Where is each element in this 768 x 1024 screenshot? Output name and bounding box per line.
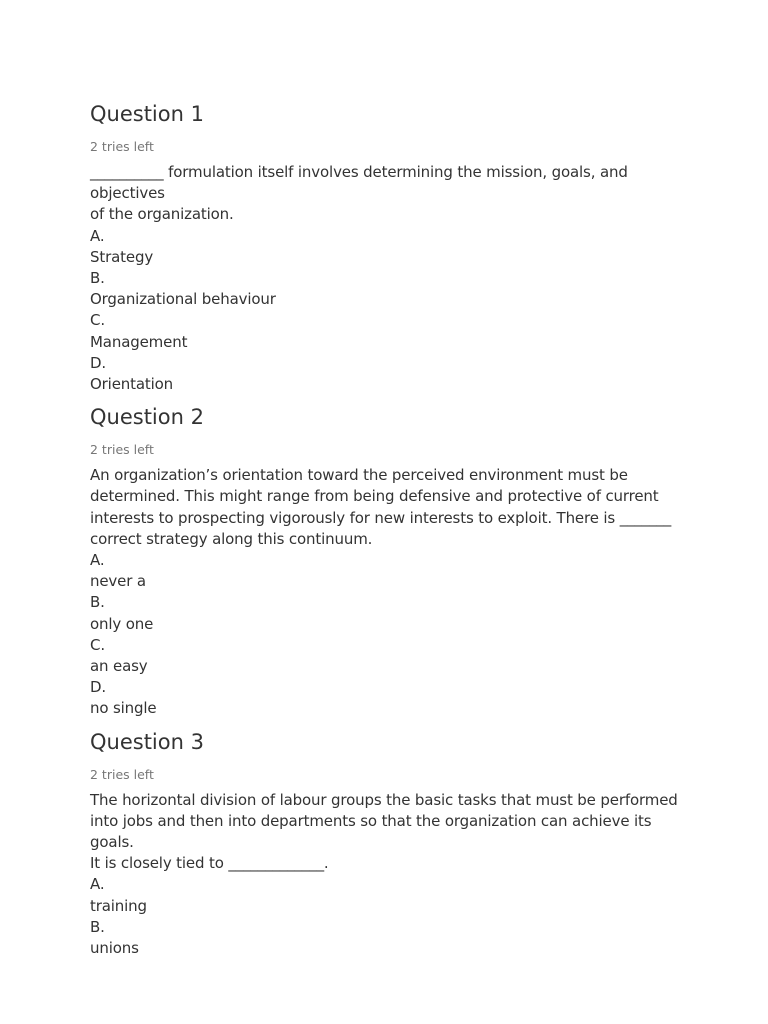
question-title: Question 3	[90, 729, 204, 754]
option-text[interactable]: an easy	[90, 657, 148, 676]
option-letter: B.	[90, 269, 105, 288]
option-text[interactable]: training	[90, 896, 147, 915]
question-stem	[90, 790, 690, 875]
stem-line: correct strategy along this continuum.	[90, 529, 373, 548]
question-2	[90, 399, 690, 719]
option-text[interactable]: only one	[90, 614, 154, 633]
option-text[interactable]: no single	[90, 699, 157, 718]
quiz-page	[90, 96, 690, 959]
option-text[interactable]: unions	[90, 939, 139, 958]
stem-line: interests to prospecting vigorously for new interests to exploit. There is _______	[90, 508, 672, 527]
question-stem	[90, 465, 690, 550]
stem-line: An organization’s orientation toward the perceived environment must be	[90, 466, 628, 485]
option-text[interactable]: Strategy	[90, 247, 154, 266]
option-letter: C.	[90, 635, 105, 654]
question-stem	[90, 162, 690, 226]
stem-line: __________ formulation itself involves determining the mission, goals, and objectives	[90, 163, 628, 203]
option-text[interactable]: never a	[90, 572, 146, 591]
option-letter: A.	[90, 551, 105, 570]
tries-left: 2 tries left	[90, 442, 154, 458]
option-letter: A.	[90, 226, 105, 245]
option-text[interactable]: Organizational behaviour	[90, 290, 276, 309]
stem-line: It is closely tied to _____________.	[90, 854, 329, 873]
stem-line: determined. This might range from being defensive and protective of current	[90, 487, 659, 506]
option-letter: D.	[90, 353, 107, 372]
question-title: Question 1	[90, 102, 204, 126]
option-letter: A.	[90, 875, 105, 894]
stem-line: of the organization.	[90, 205, 234, 224]
question-title: Question 2	[90, 405, 204, 430]
option-letter: B.	[90, 917, 105, 936]
option-letter: C.	[90, 311, 105, 330]
option-letter: B.	[90, 593, 105, 612]
question-1	[90, 96, 690, 395]
stem-line: The horizontal division of labour groups the basic tasks that must be performed	[90, 790, 678, 809]
option-text[interactable]: Orientation	[90, 375, 174, 394]
option-text[interactable]: Management	[90, 332, 188, 351]
option-letter: D.	[90, 678, 107, 697]
question-3	[90, 724, 690, 960]
stem-line: into jobs and then into departments so that the organization can achieve its goals.	[90, 811, 652, 852]
tries-left: 2 tries left	[90, 139, 154, 154]
tries-left: 2 tries left	[90, 766, 154, 782]
